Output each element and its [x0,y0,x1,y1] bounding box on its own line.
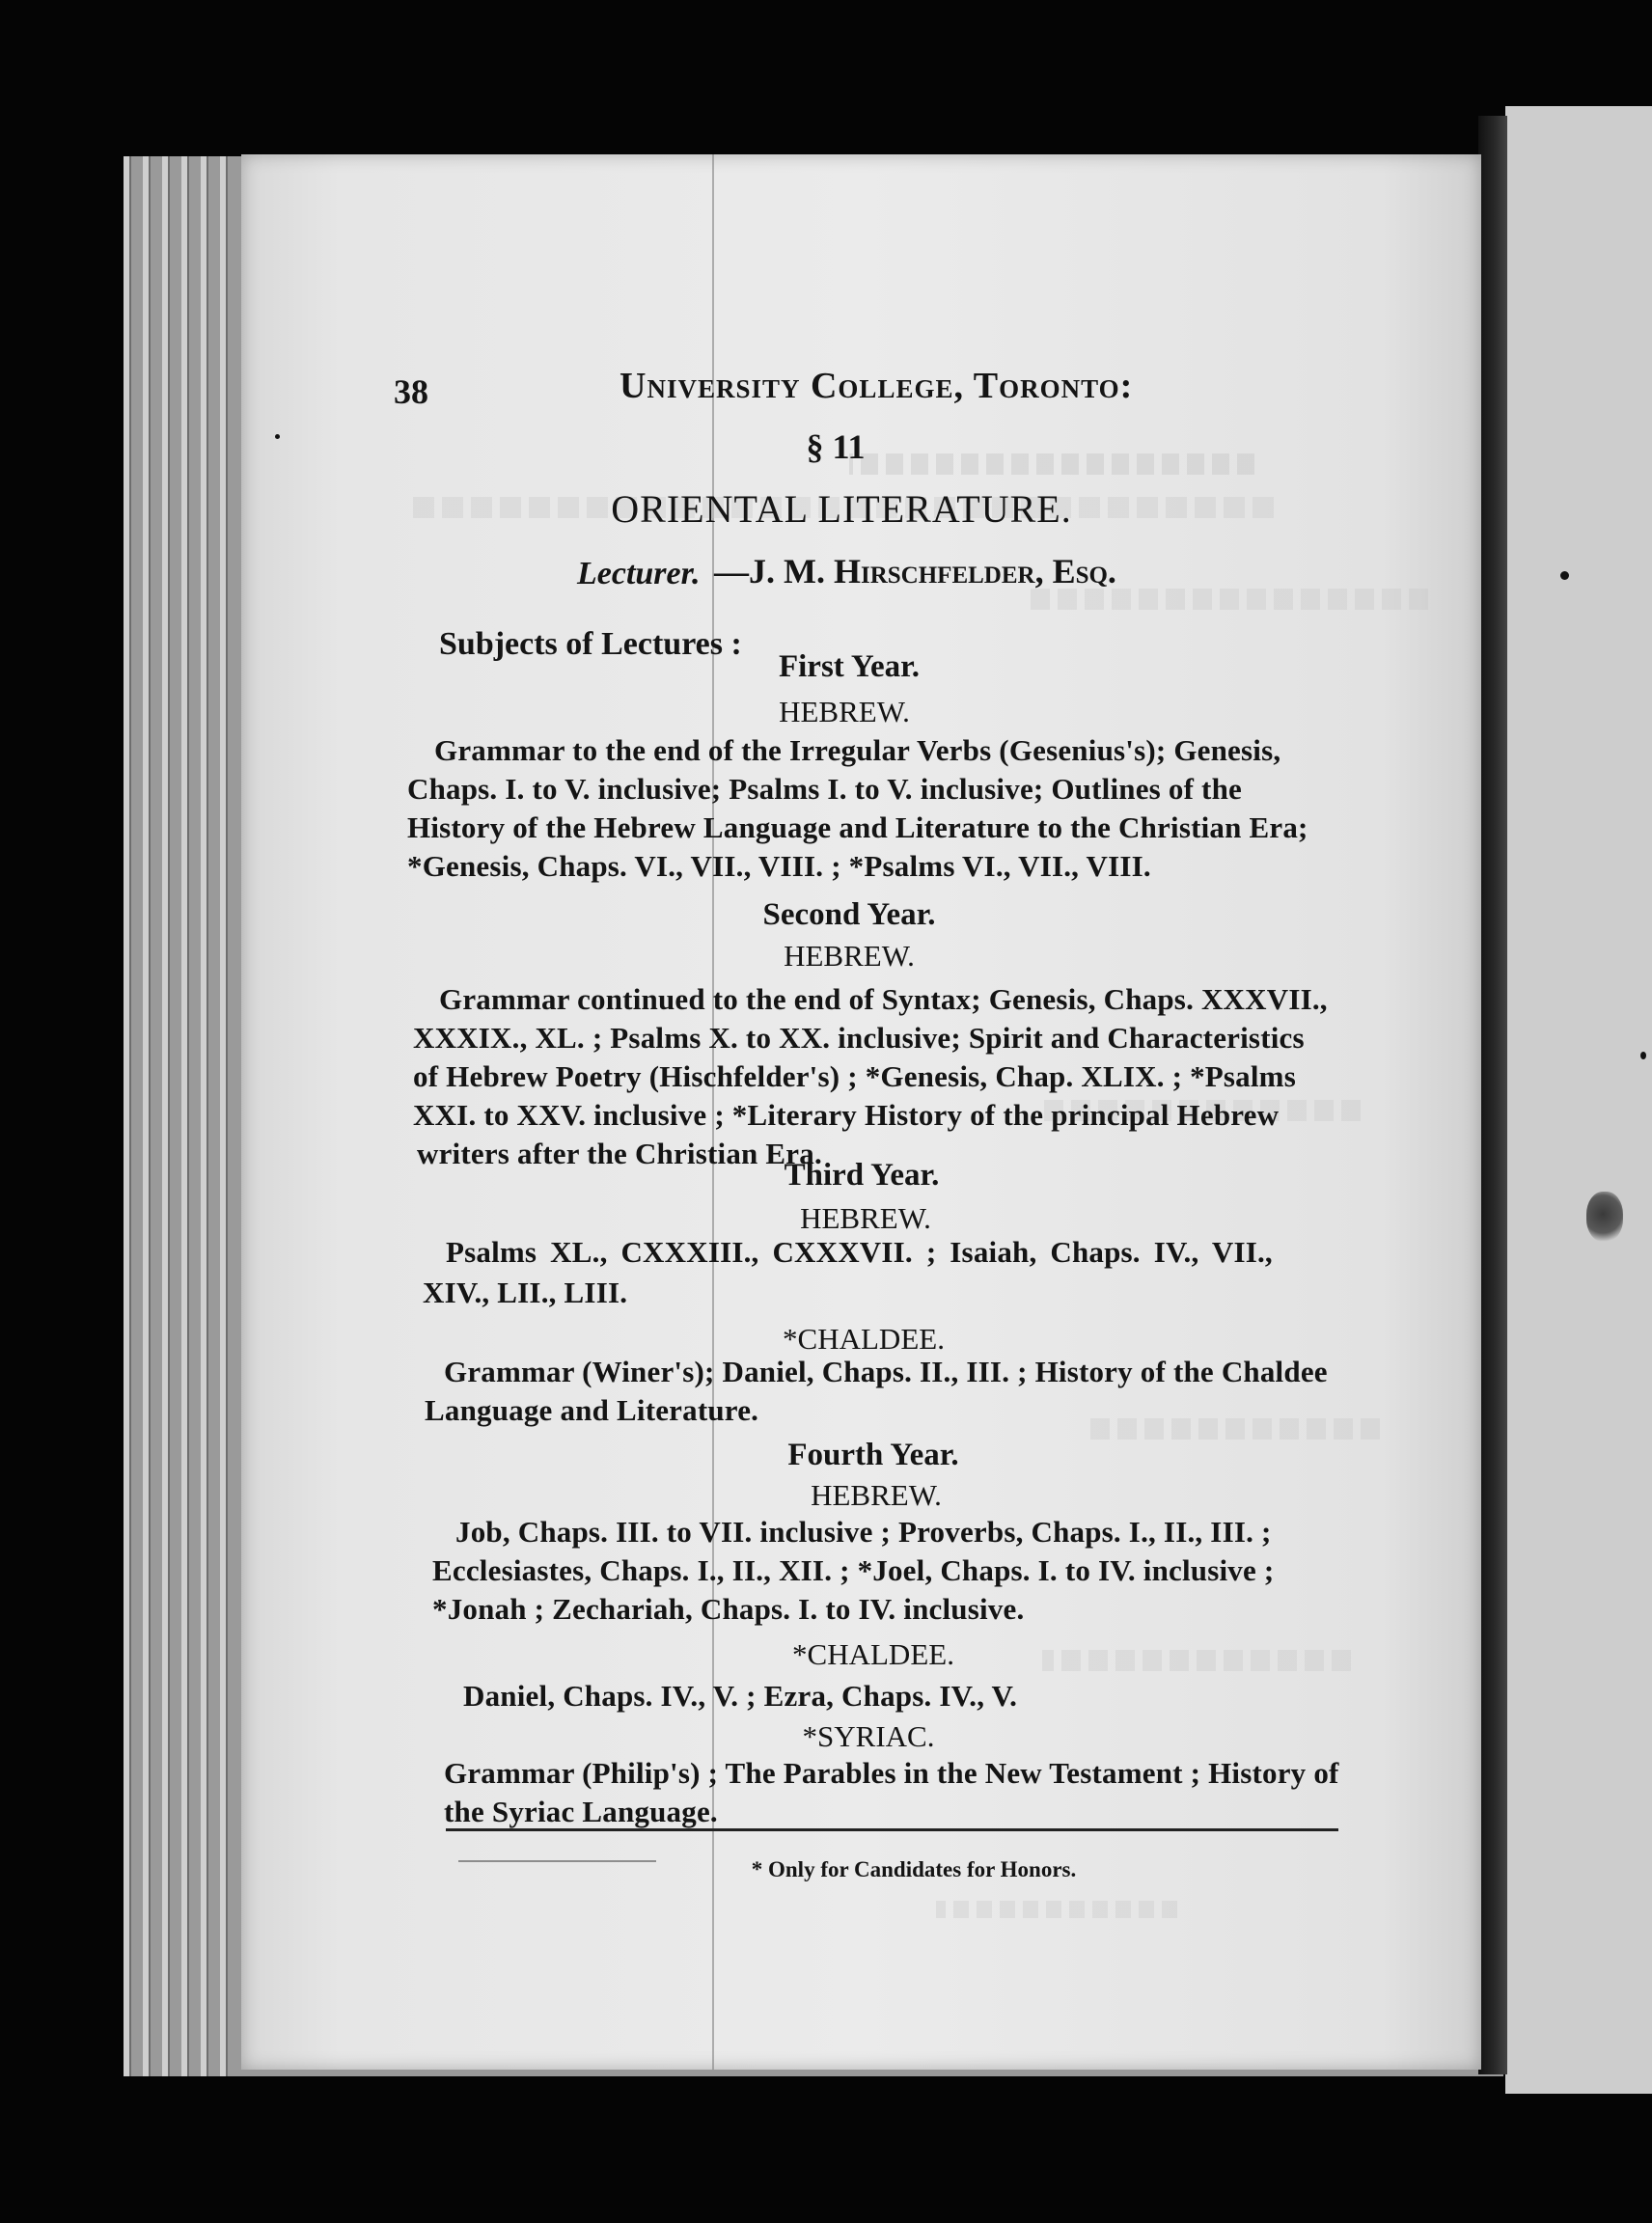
section-heading: ORIENTAL LITERATURE. [611,487,1072,531]
footnote-rule [446,1828,1338,1831]
page-edge [143,156,151,2076]
page-edge [181,156,189,2076]
text-line: XXI. to XXV. inclusive ; *Literary History of the principal Hebrew [413,1098,1280,1132]
page-edge [162,156,170,2076]
bleed-through [1090,1418,1380,1440]
text-line: Daniel, Chaps. IV., V. ; Ezra, Chaps. IV., V. [463,1679,1018,1713]
stain-blot [1586,1192,1623,1242]
page-edge [124,156,131,2076]
facing-page [1505,106,1652,2094]
subject-heading: *CHALDEE. [783,1322,945,1356]
page-number: 38 [394,372,428,411]
text-line: XXXIX., XL. ; Psalms X. to XX. inclusive; Spirit and Characteristics [413,1021,1305,1055]
text-line: the Syriac Language. [444,1795,718,1828]
text-line: *Jonah ; Zechariah, Chaps. I. to IV. inclusive. [432,1592,1025,1626]
text-line: Chaps. I. to V. inclusive; Psalms I. to V. inclusive; Outlines of the [407,772,1242,806]
lecturer-label: Lecturer. [577,556,701,591]
year-title: Fourth Year. [787,1438,959,1472]
bleed-through [849,453,1254,475]
footnote-rule-faint [458,1860,656,1862]
spine-shadow [1478,116,1507,2074]
text-line: *Genesis, Chaps. VI., VII., VIII. ; *Psalms VI., VII., VIII. [407,849,1151,883]
subject-heading: HEBREW. [811,1478,942,1512]
year-title: First Year. [778,649,921,684]
page-edge [220,156,228,2076]
lecturer-name: —J. M. Hirschfelder, Esq. [714,552,1116,590]
text-line: Language and Literature. [425,1393,759,1427]
running-title: University College, Toronto: [620,366,1134,406]
ink-speck [1560,571,1569,580]
page-edge [201,156,208,2076]
text-line: Grammar to the end of the Irregular Verbs (Gesenius's); Genesis, [434,733,1281,767]
ink-speck [275,434,280,439]
footnote: * Only for Candidates for Honors. [751,1857,1077,1881]
text-line: Grammar (Winer's); Daniel, Chaps. II., III. ; History of the Chaldee [444,1355,1328,1388]
subject-heading: *SYRIAC. [802,1719,935,1753]
subject-heading: *CHALDEE. [792,1637,954,1671]
text-line: XIV., LII., LIII. [423,1276,628,1309]
bleed-through [936,1901,1177,1918]
text-line: Psalms XL., CXXXIII., CXXXVII. ; Isaiah, Chaps. IV., VII., [446,1235,1273,1269]
subject-heading: HEBREW. [784,939,915,973]
subject-heading: HEBREW. [779,695,910,728]
text-line: Job, Chaps. III. to VII. inclusive ; Proverbs, Chaps. I., II., III. ; [455,1515,1272,1549]
bleed-through [1042,1650,1351,1671]
text-line: of Hebrew Poetry (Hischfelder's) ; *Genesis, Chap. XLIX. ; *Psalms [413,1059,1296,1093]
year-title: Third Year. [784,1158,940,1193]
text-line: Ecclesiastes, Chaps. I., II., XII. ; *Joel, Chaps. I. to IV. inclusive ; [432,1553,1275,1587]
year-title: Second Year. [762,897,936,932]
section-number: § 11 [806,427,866,466]
bleed-through [1023,589,1428,610]
text-line: History of the Hebrew Language and Literature to the Christian Era; [407,810,1308,844]
subjects-label: Subjects of Lectures : [439,626,742,662]
text-line: Grammar continued to the end of Syntax; Genesis, Chaps. XXXVII., [439,982,1328,1016]
subject-heading: HEBREW. [800,1201,931,1235]
text-line: Grammar (Philip's) ; The Parables in the New Testament ; History of [444,1756,1339,1790]
ink-speck [1640,1052,1646,1059]
text-line: writers after the Christian Era. [417,1137,822,1170]
